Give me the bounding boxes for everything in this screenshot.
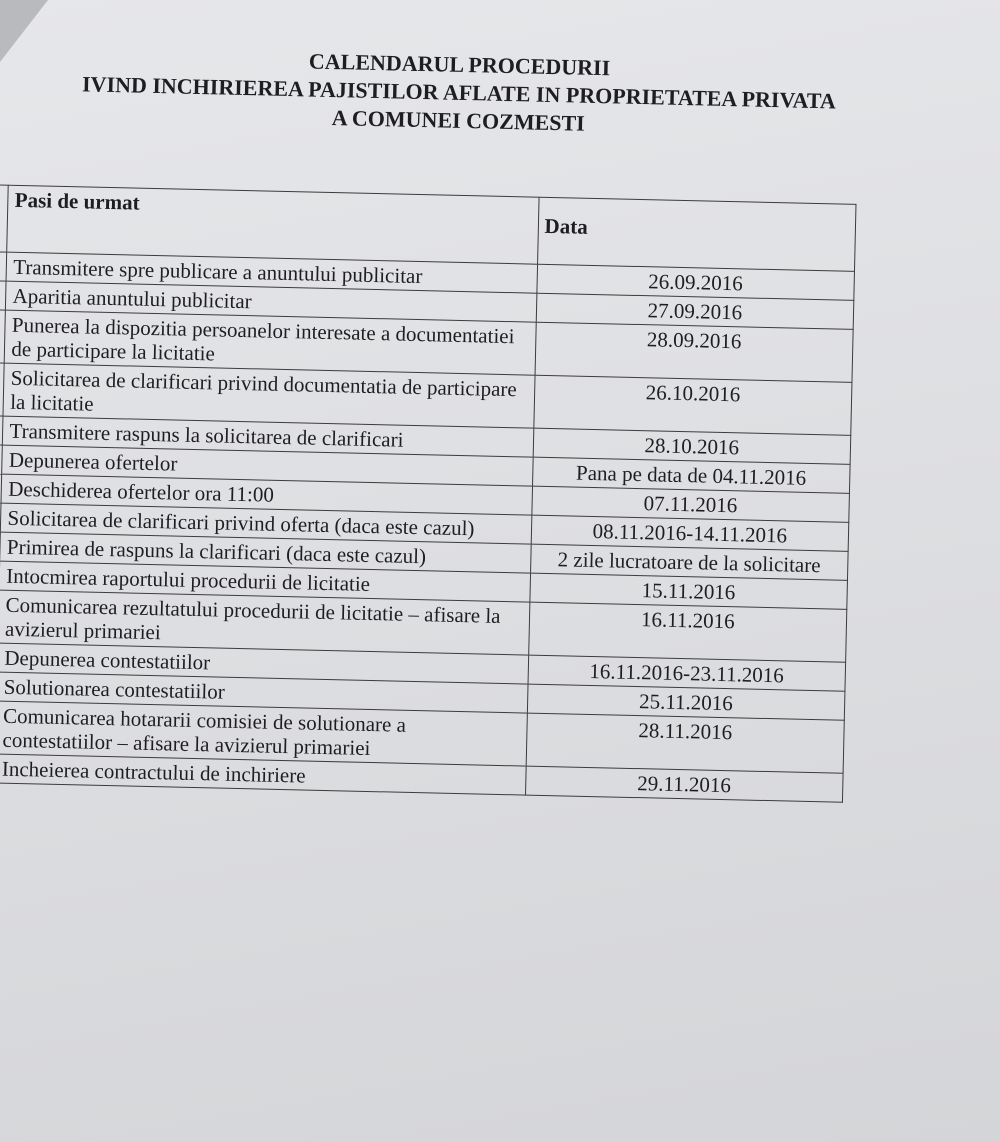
date-cell: 27.09.2016 xyxy=(536,293,854,329)
date-cell: 15.11.2016 xyxy=(530,573,848,609)
date-cell: 26.10.2016 xyxy=(533,375,851,435)
step-cell: Primirea de raspuns la clarificari (daca este cazul) xyxy=(0,532,531,573)
step-cell: Transmitere spre publicare a anuntului publicitar xyxy=(6,252,537,293)
step-cell: Depunerea contestatiilor xyxy=(0,643,528,684)
step-cell: Depunerea ofertelor xyxy=(2,445,533,486)
header-line-1: CALENDARUL PROCEDURII xyxy=(308,48,611,81)
date-cell: 07.11.2016 xyxy=(532,486,850,522)
step-cell: Solutionarea contestatiilor xyxy=(0,672,528,713)
date-cell: 2 zile lucratoare de la solicitare xyxy=(530,544,848,580)
date-cell: 08.11.2016-14.11.2016 xyxy=(531,515,849,551)
step-cell: Incheierea contractului de inchiriere xyxy=(0,754,526,795)
date-cell: 28.11.2016 xyxy=(526,713,844,773)
schedule-table xyxy=(0,184,857,803)
step-cell: Punerea la dispozitia persoanelor interesate a documentatiei de participare la licitatie xyxy=(5,310,536,375)
date-cell: 16.11.2016-23.11.2016 xyxy=(528,655,846,691)
step-cell: Intocmirea raportului procedurii de licitatie xyxy=(0,561,530,602)
step-cell: Solicitarea de clarificari privind documentatia de participare la licitatie xyxy=(3,363,534,428)
date-column-header: Data xyxy=(537,197,856,271)
date-cell: 28.10.2016 xyxy=(533,428,851,464)
date-cell: 16.11.2016 xyxy=(528,602,846,662)
date-cell: 29.11.2016 xyxy=(525,766,843,802)
date-cell: 25.11.2016 xyxy=(527,684,845,720)
step-cell: Solicitarea de clarificari privind oferta (daca este cazul) xyxy=(1,503,532,544)
date-cell: 26.09.2016 xyxy=(537,264,855,300)
date-cell: Pana pe data de 04.11.2016 xyxy=(532,457,850,493)
header-line-2: IVIND INCHIRIEREA PAJISTILOR AFLATE IN PROPRIETATEA PRIVATA xyxy=(81,71,837,114)
document-header xyxy=(38,41,880,144)
document xyxy=(0,40,880,803)
step-cell: Aparitia anuntului publicitar xyxy=(6,281,537,322)
steps-column-header: Pasi de urmat xyxy=(7,185,539,264)
step-cell: Comunicarea rezultatului procedurii de licitatie – afisare la avizierul primariei xyxy=(0,590,530,655)
date-cell: 28.09.2016 xyxy=(535,322,853,382)
header-line-3: A COMUNEI COZMESTI xyxy=(331,105,586,136)
step-cell: Comunicarea hotararii comisiei de solutionare a contestatiilor – afisare la avizierul primariei xyxy=(0,701,527,766)
step-cell: Transmitere raspuns la solicitarea de clarificari xyxy=(3,416,534,457)
step-cell: Deschiderea ofertelor ora 11:00 xyxy=(1,474,532,515)
